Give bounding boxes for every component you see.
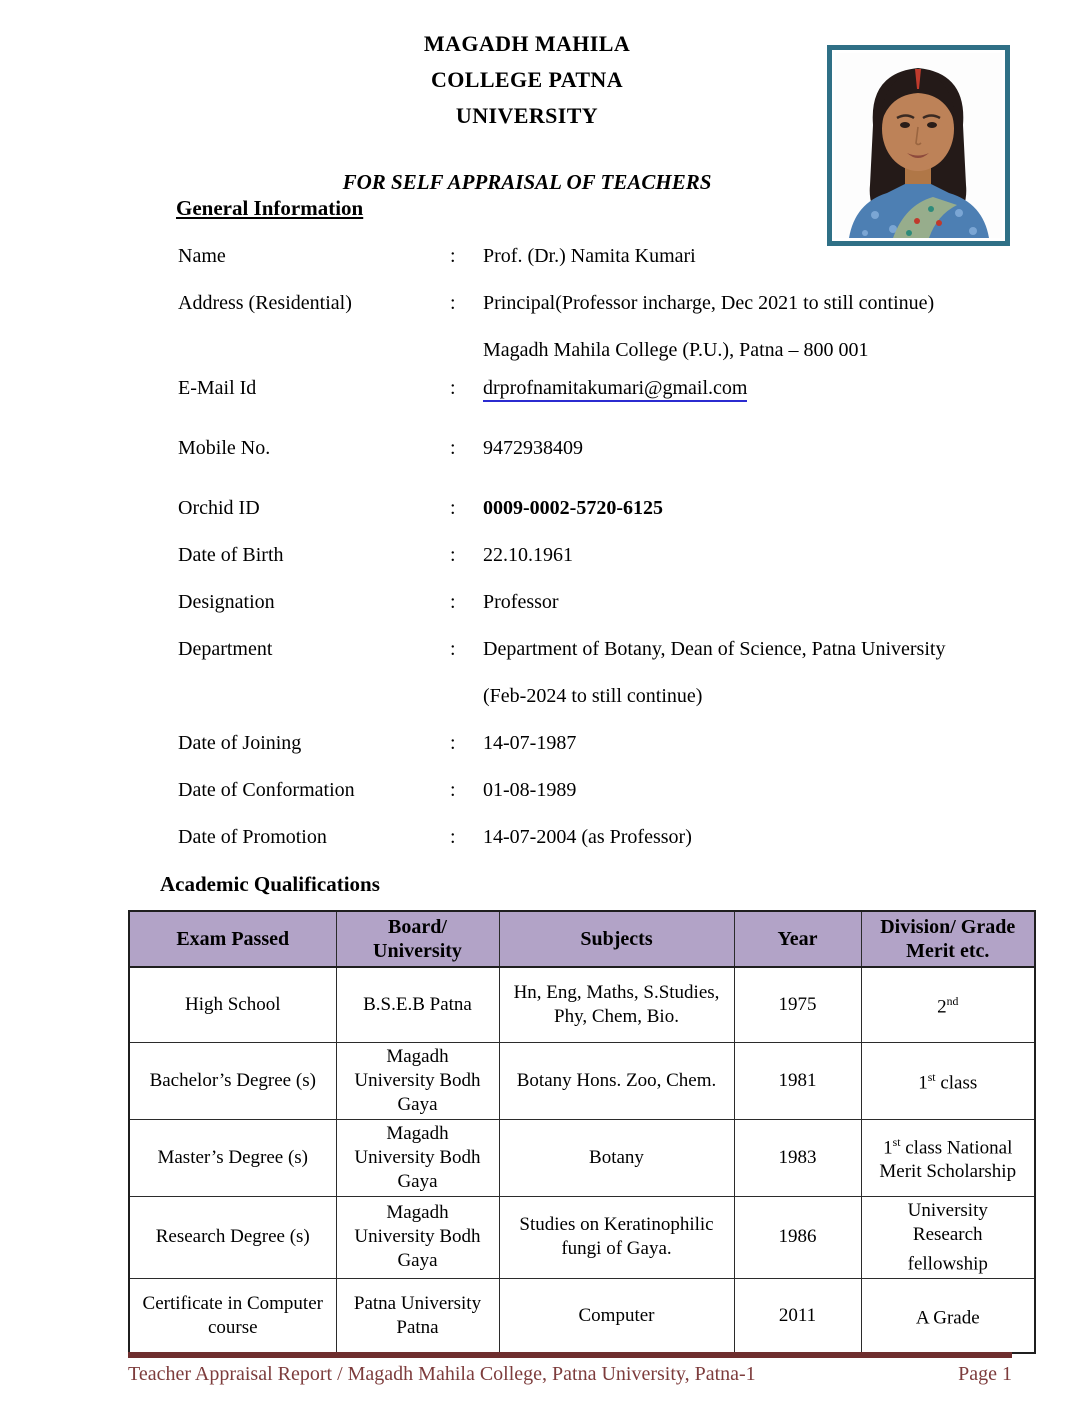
column-header-exam-passed <box>129 911 336 967</box>
info-value: 9472938409 <box>483 437 583 459</box>
info-row-date-of-conformation <box>178 780 1008 801</box>
info-separator: : <box>450 591 456 613</box>
cell-year: 1986 <box>734 1196 861 1278</box>
cell-grade <box>861 1278 1035 1353</box>
cell-grade <box>861 967 1035 1042</box>
cell-subjects: Hn, Eng, Maths, S.Studies, Phy, Chem, Bio. <box>499 967 734 1042</box>
info-row-mobile <box>178 438 1008 459</box>
cell-grade <box>861 1196 1035 1278</box>
info-separator: : <box>450 826 456 848</box>
info-value: 14-07-2004 (as Professor) <box>483 826 692 848</box>
info-separator: : <box>450 732 456 754</box>
info-value <box>483 378 1008 399</box>
cell-board: B.S.E.B Patna <box>336 967 499 1042</box>
cell-exam: Research Degree (s) <box>129 1196 336 1278</box>
info-value <box>483 639 1008 707</box>
header-line: Subjects <box>580 928 653 950</box>
cell-board: Magadh University Bodh Gaya <box>336 1119 499 1196</box>
cell-exam: Master’s Degree (s) <box>129 1119 336 1196</box>
info-row-name <box>178 246 1008 267</box>
grade-superscript: st <box>892 1135 901 1149</box>
info-value: 14-07-1987 <box>483 732 577 754</box>
grade-text: 1 <box>883 1137 893 1159</box>
address-line-2: Magadh Mahila College (P.U.), Patna – 800 001 <box>483 339 869 361</box>
info-row-designation <box>178 592 1008 613</box>
info-label: Orchid ID <box>178 497 260 519</box>
cell-year: 1983 <box>734 1119 861 1196</box>
info-separator: : <box>450 638 456 660</box>
info-value: Professor <box>483 591 559 613</box>
footer-text-row <box>128 1362 1012 1386</box>
info-separator: : <box>450 377 456 399</box>
cell-exam: Certificate in Computer course <box>129 1278 336 1353</box>
header-line: Division/ Grade <box>880 916 1016 938</box>
profile-photo-frame <box>827 45 1010 246</box>
info-label: Date of Birth <box>178 544 284 566</box>
academic-qualifications-table <box>128 910 1036 1354</box>
cell-subjects: Botany Hons. Zoo, Chem. <box>499 1042 734 1119</box>
column-header-year <box>734 911 861 967</box>
cell-subjects: Studies on Keratinophilic fungi of Gaya. <box>499 1196 734 1278</box>
header-line: Year <box>777 928 818 950</box>
column-header-board-university <box>336 911 499 967</box>
general-information-heading: General Information <box>176 196 364 220</box>
grade-text: class <box>935 1072 978 1094</box>
info-label: Department <box>178 638 273 660</box>
grade-text: class National Merit Scholarship <box>879 1137 1017 1183</box>
college-title-line-3: UNIVERSITY <box>455 103 599 128</box>
table-row-bachelors-degree <box>129 1042 1035 1119</box>
portrait-photo <box>835 53 1002 238</box>
info-separator: : <box>450 245 456 267</box>
info-row-email <box>178 378 1008 399</box>
header-line: University <box>373 940 462 962</box>
info-value <box>483 293 1008 361</box>
academic-qualifications-heading: Academic Qualifications <box>160 872 380 896</box>
info-label: Mobile No. <box>178 437 271 459</box>
cell-board: Patna University Patna <box>336 1278 499 1353</box>
info-separator: : <box>450 497 456 519</box>
table-row-research-degree <box>129 1196 1035 1278</box>
info-value: Prof. (Dr.) Namita Kumari <box>483 245 696 267</box>
grade-superscript: st <box>927 1070 936 1084</box>
general-info-list <box>178 246 1008 874</box>
info-label: Address (Residential) <box>178 292 352 314</box>
info-label: Name <box>178 245 226 267</box>
info-separator: : <box>450 292 456 314</box>
appraisal-subtitle: FOR SELF APPRAISAL OF TEACHERS <box>342 170 712 194</box>
header-line: Exam Passed <box>176 928 290 950</box>
header-line: Merit etc. <box>906 940 990 962</box>
table-header-row <box>129 911 1035 967</box>
column-header-subjects <box>499 911 734 967</box>
info-value: 22.10.1961 <box>483 544 573 566</box>
info-label: Designation <box>178 591 275 613</box>
info-row-date-of-joining <box>178 733 1008 754</box>
college-title-line-1: MAGADH MAHILA <box>423 31 631 56</box>
cell-board: Magadh University Bodh Gaya <box>336 1196 499 1278</box>
department-line-2: (Feb-2024 to still continue) <box>483 685 703 707</box>
department-line-1: Department of Botany, Dean of Science, Patna University <box>483 638 946 660</box>
info-label: Date of Conformation <box>178 779 355 801</box>
grade-superscript: nd <box>946 995 959 1009</box>
column-header-division-grade <box>861 911 1035 967</box>
grade-text: 2 <box>937 996 947 1018</box>
cell-year: 1975 <box>734 967 861 1042</box>
footer-report-title: Teacher Appraisal Report / Magadh Mahila College, Patna University, Patna-1 <box>128 1363 756 1385</box>
email-link[interactable]: drprofnamitakumari@gmail.com <box>483 377 747 402</box>
college-title-line-2: COLLEGE PATNA <box>430 67 624 92</box>
info-label: Date of Joining <box>178 732 302 754</box>
footer-divider <box>128 1352 1012 1358</box>
info-row-date-of-promotion <box>178 827 1008 848</box>
grade-text: 1 <box>918 1072 928 1094</box>
grade-text: University Research fellowship <box>907 1199 988 1274</box>
info-label: E-Mail Id <box>178 377 257 399</box>
info-separator: : <box>450 437 456 459</box>
cell-subjects: Computer <box>499 1278 734 1353</box>
table-row-certificate-computer <box>129 1278 1035 1353</box>
table-row-masters-degree <box>129 1119 1035 1196</box>
info-value: 0009-0002-5720-6125 <box>483 497 663 519</box>
info-separator: : <box>450 779 456 801</box>
grade-text: A Grade <box>915 1307 980 1329</box>
info-separator: : <box>450 544 456 566</box>
table-row-high-school <box>129 967 1035 1042</box>
info-row-date-of-birth <box>178 545 1008 566</box>
cell-grade <box>861 1119 1035 1196</box>
footer-page-number: Page 1 <box>958 1363 1012 1385</box>
info-value: 01-08-1989 <box>483 779 577 801</box>
header-line: Board/ <box>388 916 447 938</box>
cell-grade <box>861 1042 1035 1119</box>
info-row-address <box>178 293 1008 361</box>
cell-year: 2011 <box>734 1278 861 1353</box>
info-label: Date of Promotion <box>178 826 327 848</box>
page-footer <box>128 1352 1012 1386</box>
info-row-department <box>178 639 1008 707</box>
address-line-1: Principal(Professor incharge, Dec 2021 to still continue) <box>483 292 935 314</box>
cell-exam: Bachelor’s Degree (s) <box>129 1042 336 1119</box>
cell-board: Magadh University Bodh Gaya <box>336 1042 499 1119</box>
cell-year: 1981 <box>734 1042 861 1119</box>
cell-subjects: Botany <box>499 1119 734 1196</box>
info-row-orchid-id <box>178 498 1008 519</box>
cell-exam: High School <box>129 967 336 1042</box>
